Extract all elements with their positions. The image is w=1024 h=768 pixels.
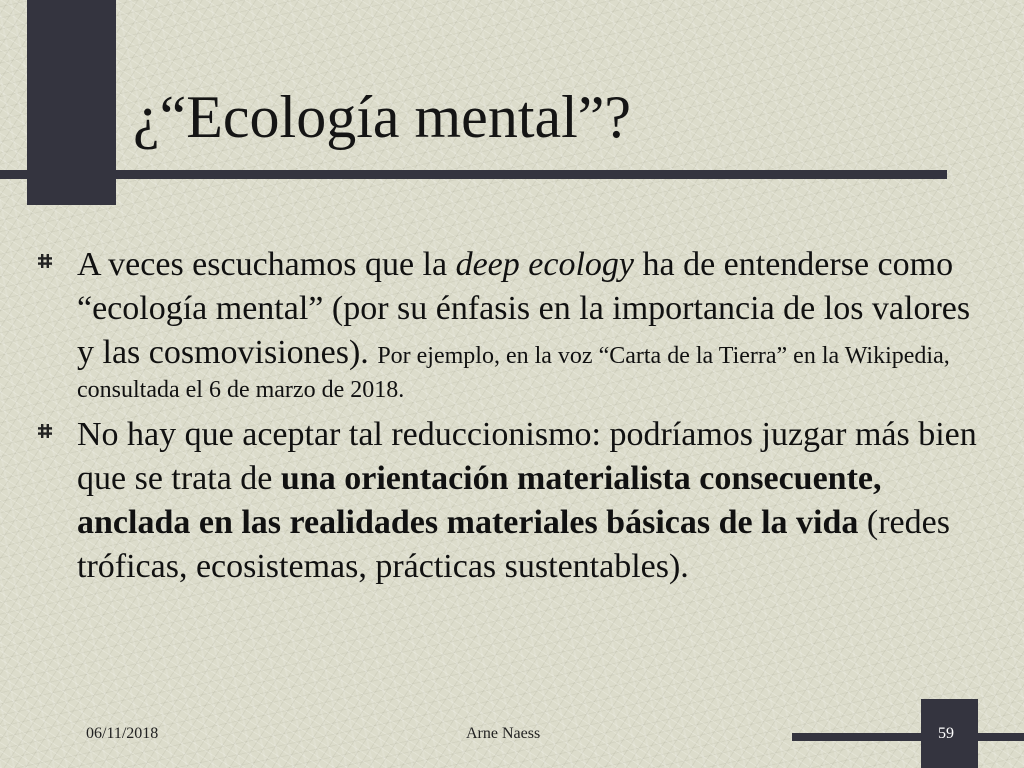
bullet-text: No hay que aceptar tal reduccionismo: podríamos juzgar más bien que se trata de [77, 416, 977, 497]
bullet-item [38, 413, 988, 589]
bullet-italic-text: deep ecology [455, 246, 634, 283]
bullet-item [38, 243, 988, 405]
footer-date: 06/11/2018 [86, 725, 159, 742]
decorative-title-underline [0, 170, 947, 179]
slide-content [38, 243, 988, 597]
bullet-text: ha de entenderse como “ecología mental” (por su énfasis en la importancia de los valores y las cosmovisiones). [77, 246, 971, 371]
bullet-text: (redes tróficas, ecosistemas, prácticas sustentables). [77, 504, 950, 585]
bullet-text: A veces escuchamos que la [77, 246, 456, 283]
decorative-footer-line [792, 733, 1024, 741]
footer-author: Arne Naess [466, 725, 541, 742]
bullet-small-text: Por ejemplo, en la voz “Carta de la Tierra” en la Wikipedia, consultada el 6 de marzo de 2018. [77, 343, 950, 403]
bullet-bold-text: una orientación materialista consecuente, anclada en las realidades materiales básicas de la vida [77, 460, 882, 541]
page-number: 59 [938, 725, 954, 742]
slide-title: ¿“Ecología mental”? [133, 84, 632, 150]
hash-bullet-icon [38, 424, 52, 438]
hash-bullet-icon [38, 254, 52, 268]
